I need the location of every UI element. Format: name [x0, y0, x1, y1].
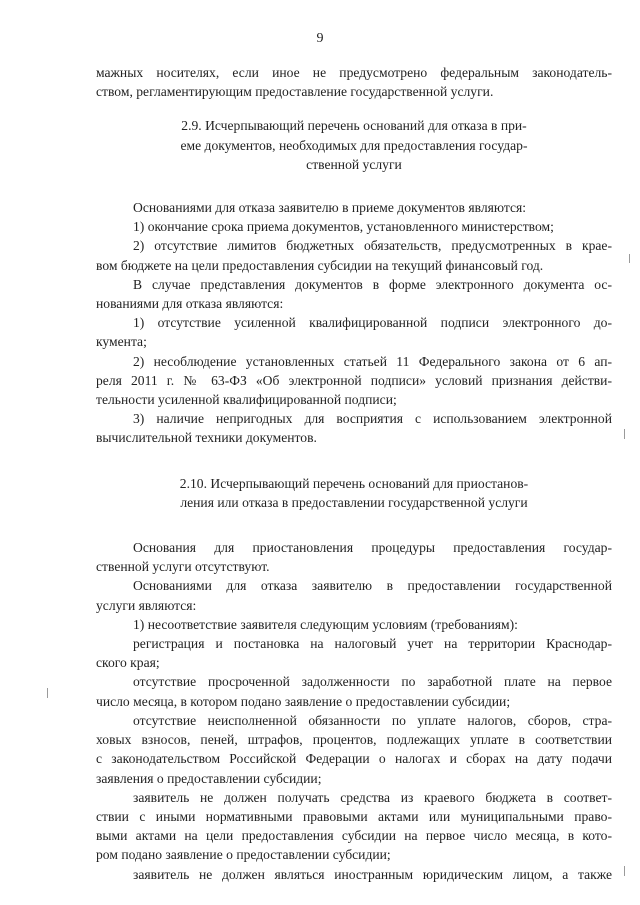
- intro-line-2: ством, регламентирующим предоставление государственной услуги.: [96, 84, 494, 100]
- scan-artifact: [629, 254, 630, 263]
- paragraph-line: ром подано заявление о предоставлении субсидии;: [96, 847, 391, 863]
- paragraph-line: 2) отсутствие лимитов бюджетных обязательств, предусмотренных в крае-: [133, 238, 612, 254]
- paragraph-line: вычислительной техники документов.: [96, 430, 317, 446]
- paragraph-line: Основания для приостановления процедуры предоставления государ-: [133, 540, 612, 556]
- paragraph-line: выми актами на цели предоставления субсидии на первое число месяца, в кото-: [96, 828, 612, 844]
- section-2-9-heading: [96, 116, 612, 174]
- paragraph-line: вом бюджете на цели предоставления субсидии на текущий финансовый год.: [96, 257, 544, 273]
- paragraph-line: ственной услуги отсутствуют.: [96, 559, 270, 575]
- heading-line: ления или отказа в предоставлении государственной услуги: [180, 494, 528, 510]
- heading-line: еме документов, необходимых для предоставления государ-: [180, 137, 528, 153]
- paragraph-line: услуги являются:: [96, 597, 197, 613]
- scan-artifact: [624, 429, 625, 439]
- paragraph-line: ховых взносов, пеней, штрафов, процентов, подлежащих уплате в соответствии: [96, 732, 612, 748]
- paragraph-line: 1) несоответствие заявителя следующим условиям (требованиям):: [133, 616, 518, 632]
- paragraph-line: заявитель не должен являться иностранным юридическим лицом, а также: [133, 866, 612, 882]
- heading-line: ственной услуги: [306, 156, 402, 172]
- paragraph-line: отсутствие неисполненной обязанности по уплате налогов, сборов, стра-: [133, 712, 612, 728]
- paragraph-line: заявитель не должен получать средства из краевого бюджета в соответ-: [133, 789, 612, 805]
- paragraph-line: тельности усиленной квалифицированной подписи;: [96, 392, 397, 408]
- scan-artifact: [47, 688, 48, 698]
- paragraph-line: Основаниями для отказа заявителю в приеме документов являются:: [133, 200, 527, 216]
- paragraph-line: кумента;: [96, 334, 147, 350]
- paragraph-line: с законодательством Российской Федерации о налогах и сборах на дату подачи: [96, 751, 612, 767]
- page-number: 9: [316, 31, 324, 46]
- paragraph-line: 1) отсутствие усиленной квалифицированной подписи электронного до-: [133, 315, 612, 331]
- paragraph-line: 2) несоблюдение установленных статьей 11 Федерального закона от 6 ап-: [133, 353, 612, 369]
- paragraph-line: 3) наличие непригодных для восприятия с использованием электронной: [133, 411, 612, 427]
- paragraph-line: нованиями для отказа являются:: [96, 296, 284, 312]
- paragraph-line: регистрация и постановка на налоговый учет на территории Краснодар-: [133, 636, 612, 652]
- scan-artifact: [624, 866, 625, 876]
- paragraph-line: заявления о предоставлении субсидии;: [96, 770, 322, 786]
- paragraph-line: ского края;: [96, 655, 160, 671]
- page-content: [96, 63, 612, 884]
- paragraph-line: реля 2011 г. № 63-ФЗ «Об электронной подписи» условий признания действи-: [96, 372, 612, 388]
- paragraph-line: число месяца, в котором подано заявление о предоставлении субсидии;: [96, 693, 511, 709]
- paragraph-line: отсутствие просроченной задолженности по заработной плате на первое: [133, 674, 612, 690]
- paragraph-line: Основаниями для отказа заявителю в предоставлении государственной: [133, 578, 612, 594]
- paragraph-line: ствии с иными нормативными правовыми актами или муниципальными право-: [96, 808, 612, 824]
- paragraph-line: 1) окончание срока приема документов, установленного министерством;: [133, 219, 554, 235]
- intro-line-1: мажных носителях, если иное не предусмотрено федеральным законодатель-: [96, 65, 612, 80]
- heading-line: 2.9. Исчерпывающий перечень оснований для отказа в при-: [181, 118, 527, 134]
- section-2-10-heading: [96, 474, 612, 512]
- paragraph-line: В случае представления документов в форме электронного документа ос-: [133, 276, 612, 292]
- heading-line: 2.10. Исчерпывающий перечень оснований для приостанов-: [179, 475, 529, 491]
